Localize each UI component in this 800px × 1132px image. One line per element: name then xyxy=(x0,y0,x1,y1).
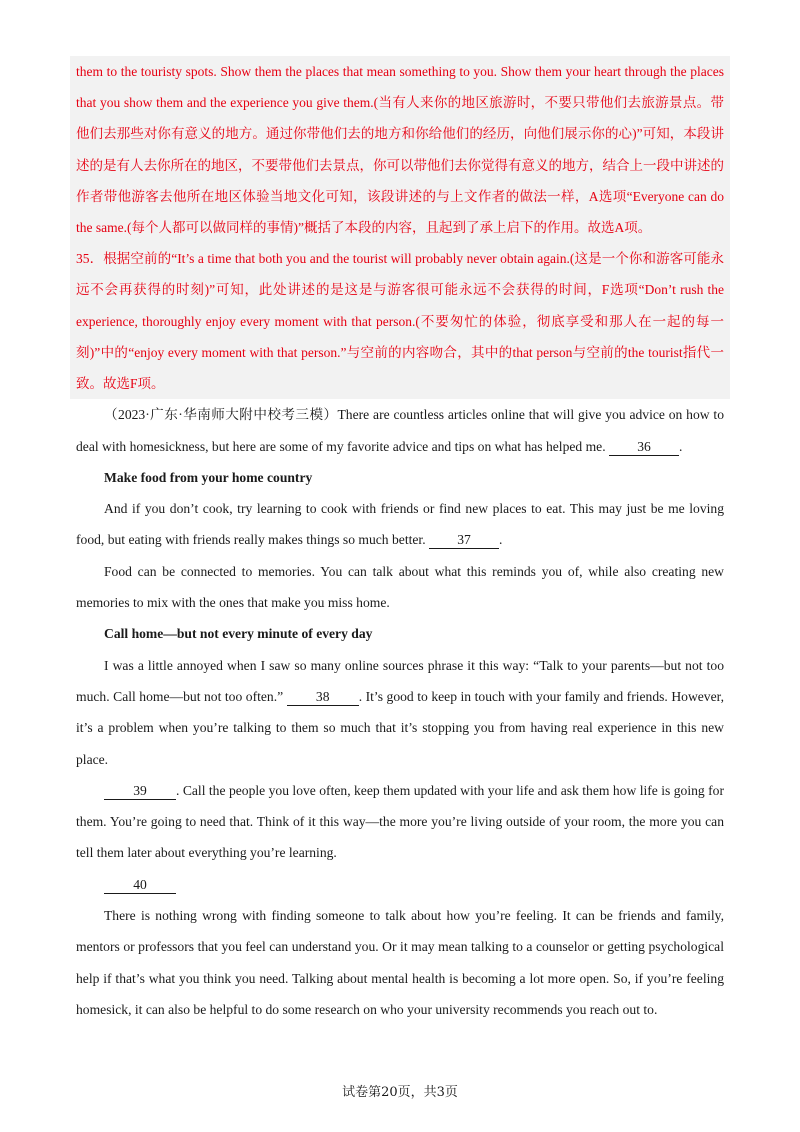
blank-38[interactable]: 38 xyxy=(287,689,359,706)
blank-40[interactable]: 40 xyxy=(104,877,176,894)
passage xyxy=(76,399,724,1025)
blank-39[interactable]: 39 xyxy=(104,783,176,800)
paragraph-call-1: I was a little annoyed when I saw so many online sources phrase it this way: “Talk to your parents—but not too much. Call home—but not too often.” 38 . It’s good to keep in touch with your family and friends. However, it’s a problem when you’re talking to them so much that it’s stopping you from having real experience in this new place. xyxy=(76,657,725,767)
paragraph-food-2: Food can be connected to memories. You can talk about what this reminds you of, while also creating new memories to mix with the ones that make you miss home. xyxy=(76,563,724,611)
section-heading-food: Make food from your home country xyxy=(104,469,313,485)
paragraph-call-2: 39 . Call the people you love often, keep them updated with your life and ask them how life is going for them. You’re going to need that. Think of it this way—the more you’re living outside of your room, the more you can tell them later about everything you’re learning. xyxy=(76,782,724,861)
section-heading-call: Call home—but not every minute of every day xyxy=(104,626,373,642)
answer-analysis-box xyxy=(70,56,730,399)
analysis-34-paragraph: them to the touristy spots. Show them the places that mean something to you. Show them your heart through the places that you show them and the experience you give them.(当有人来你的地区旅游时，不要只带他们去旅游景点。带他们去那些对你有意义的地方。通过你带他们去的地方和你给他们的经历，向他们展示你的心)”可知，本段讲述的是有人去你所在的地区，不要带他们去景点，你可以带他们去你觉得有意义的地方，结合上一段中讲述的作者带他游客去他所在地区体验当地文化可知，该段讲述的与上文作者的做法一样，A选项“Everyone can do the same.(每个人都可以做同样的事情)”概括了本段的内容，且起到了承上启下的作用。故选A项。 xyxy=(76,64,724,236)
paragraph-last: There is nothing wrong with finding someone to talk about how you’re feeling. It can be friends and family, mentors or professors that you feel can understand you. Or it may mean talking to a counselor or getting psychological help if that’s what you think you need. Talking about mental health is becoming a lot more open. So, if you’re feeling homesick, it can also be helpful to do some research on who your university recommends you reach out to. xyxy=(76,907,724,1017)
passage-intro: （2023·广东·华南师大附中校考三模）There are countless articles online that will give you advice on how to deal with homesickness, but here are some of my favorite advice and tips on what has helped me. 36 . xyxy=(76,407,724,454)
blank-36[interactable]: 36 xyxy=(609,439,679,456)
paragraph-blank-40 xyxy=(76,869,724,900)
page-footer: 试卷第20页，共3页 xyxy=(342,1085,458,1100)
analysis-35-paragraph: 35．根据空前的“It’s a time that both you and the tourist will probably never obtain again.(这是一个你和游客可能永远不会再获得的时刻)”可知，此处讲述的是这是与游客很可能永远不会获得的时间，F选项“Don’t rush the experience, thoroughly enjoy every moment with that person.(不要匆忙的体验，彻底享受和那人在一起的每一刻)”中的“enjoy every moment with that person.”与空前的内容吻合，其中的that person与空前的the tourist指代一致。故选F项。 xyxy=(76,251,724,392)
paragraph-food-1: And if you don’t cook, try learning to cook with friends or find new places to eat. This may just be me loving food, but eating with friends really makes things so much better. 37 . xyxy=(76,501,724,548)
blank-37[interactable]: 37 xyxy=(429,532,499,549)
document-page xyxy=(76,56,724,1025)
